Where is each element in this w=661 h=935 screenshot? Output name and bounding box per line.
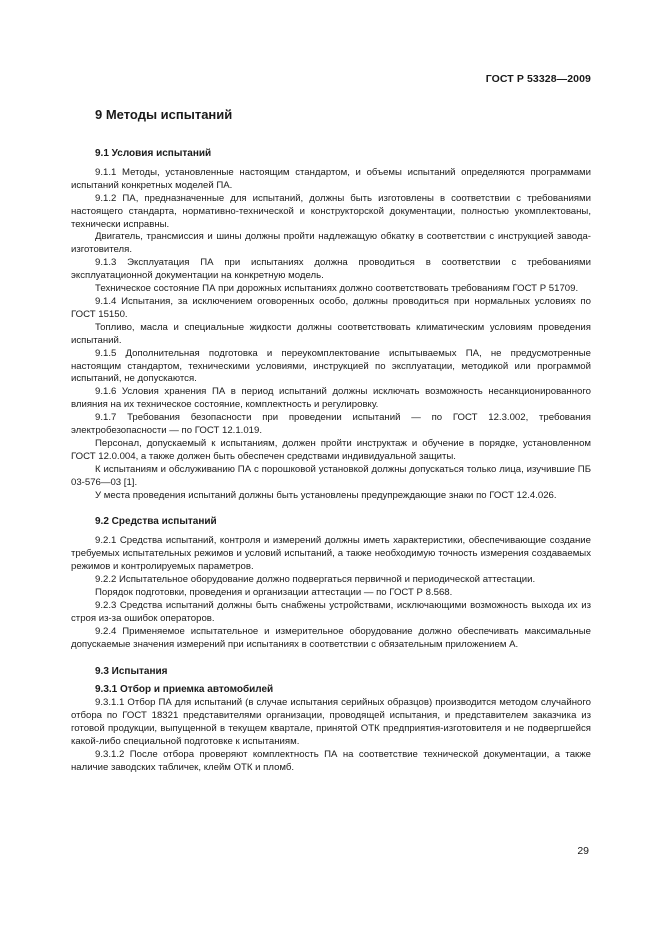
paragraph: 9.2.3 Средства испытаний должны быть снабжены устройствами, исключающими возможность выхода их из строя из-за ошибок операторов. bbox=[71, 599, 591, 624]
paragraph: 9.2.1 Средства испытаний, контроля и измерений должны иметь характеристики, обеспечивающие создание требуемых испытательных режимов и условий испытаний, а также необходимую точность измерения создаваемых режимов и контролируемых параметров. bbox=[71, 535, 591, 573]
paragraph: 9.1.3 Эксплуатация ПА при испытаниях должна проводиться в соответствии с требованиями эксплуатационной документации на конкретную модель. bbox=[71, 257, 591, 282]
standard-code: ГОСТ Р 53328—2009 bbox=[485, 73, 591, 85]
paragraph: 9.1.1 Методы, установленные настоящим стандартом, и объемы испытаний определяются программами испытаний конкретных моделей ПА. bbox=[71, 166, 591, 191]
paragraph: У места проведения испытаний должны быть установлены предупреждающие знаки по ГОСТ 12.4.026. bbox=[95, 489, 557, 501]
paragraph: 9.3.1.1 Отбор ПА для испытаний (в случае испытания серийных образцов) производится методом случайного отбора по ГОСТ 18321 представителями организации, проводящей испытания, и представителем заказчика из готовой продукции, выпущенной в текущем квартале, принятой ОТК предприятия-изготовителя и не подвергшейся какой-либо специальной подготовке к испытаниям. bbox=[71, 697, 591, 748]
paragraph: К испытаниям и обслуживанию ПА с порошковой установкой должны допускаться только лица, изучившие ПБ 03-576—03 [1]. bbox=[71, 463, 591, 488]
paragraph: 9.3.1.2 После отбора проверяют комплектность ПА на соответствие технической документации, а также наличие заводских табличек, клейм ОТК и пломб. bbox=[71, 748, 591, 773]
subsection-title-tests: 9.3 Испытания bbox=[95, 665, 168, 677]
paragraph: 9.1.4 Испытания, за исключением оговоренных особо, должны проводиться при нормальных условиях по ГОСТ 15150. bbox=[71, 295, 591, 320]
subsection-title-test-conditions: 9.1 Условия испытаний bbox=[95, 148, 212, 159]
section-title: 9 Методы испытаний bbox=[95, 107, 233, 122]
paragraph: 9.1.5 Дополнительная подготовка и переукомплектование испытываемых ПА, не предусмотренные настоящим стандартом, техническими условиями, инструкцией по эксплуатации, методикой или программой испытаний, не допускаются. bbox=[71, 347, 591, 385]
paragraph: Топливо, масла и специальные жидкости должны соответствовать климатическим условиям проведения испытаний. bbox=[71, 321, 591, 346]
paragraph: 9.1.7 Требования безопасности при проведении испытаний — по ГОСТ 12.3.002, требования электробезопасности — по ГОСТ 12.1.019. bbox=[71, 412, 591, 437]
paragraph: Порядок подготовки, проведения и организации аттестации — по ГОСТ Р 8.568. bbox=[95, 587, 453, 598]
paragraph: Техническое состояние ПА при дорожных испытаниях должно соответствовать требованиям ГОСТ Р 51709. bbox=[95, 283, 579, 295]
paragraph: Двигатель, трансмиссия и шины должны пройти надлежащую обкатку в соответствии с инструкцией завода-изготовителя. bbox=[71, 231, 591, 256]
subsection-title-test-means: 9.2 Средства испытаний bbox=[95, 516, 217, 528]
paragraph: Персонал, допускаемый к испытаниям, должен пройти инструктаж и обучение в порядке, установленном ГОСТ 12.0.004, а также должен быть обеспечен средствами индивидуальной защиты. bbox=[71, 437, 591, 462]
paragraph: 9.1.6 Условия хранения ПА в период испытаний должны исключать возможность несанкционированного влияния на их техническое состояние, комплектность и регулировку. bbox=[71, 386, 591, 411]
paragraph: 9.2.2 Испытательное оборудование должно подвергаться первичной и периодической аттестации. bbox=[95, 574, 536, 586]
paragraph: 9.1.2 ПА, предназначенные для испытаний, должны быть изготовлены в соответствии с требованиями настоящего стандарта, нормативно-технической и конструкторской документации, полностью укомплектованы, технически исправны. bbox=[71, 192, 591, 230]
paragraph: 9.2.4 Применяемое испытательное и измерительное оборудование должно обеспечивать максимальные допускаемые значения измерений при испытаниях в соответствии с обязательным приложением А. bbox=[71, 625, 591, 650]
subsubsection-title-selection: 9.3.1 Отбор и приемка автомобилей bbox=[95, 684, 274, 696]
document-body bbox=[71, 148, 591, 775]
page-number: 29 bbox=[577, 845, 589, 857]
